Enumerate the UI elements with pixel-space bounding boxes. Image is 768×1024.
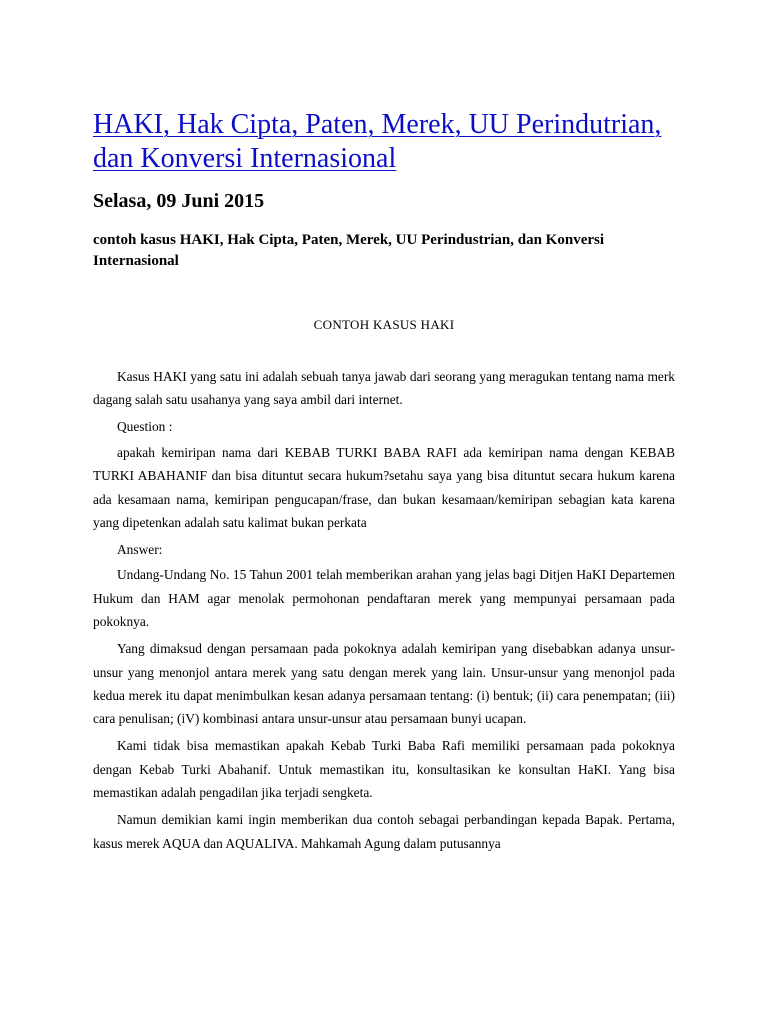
paragraph-question: apakah kemiripan nama dari KEBAB TURKI BABA RAFI ada kemiripan nama dengan KEBAB TURKI ABAHANIF dan bisa dituntut secara hukum?setahu saya yang bisa dituntut secara hukum karena ada kesamaan nama, kemiripan pengucapan/frase, dan bukan kesamaan/kemiripan sebagian kata karena yang dipetenkan adalah satu kalimat bukan perkata — [93, 444, 675, 531]
post-subtitle: contoh kasus HAKI, Hak Cipta, Paten, Merek, UU Perindustrian, dan Konversi Internasional — [93, 232, 605, 269]
post-date: Selasa, 09 Juni 2015 — [93, 190, 265, 212]
paragraph-answer-label: Answer: — [117, 542, 163, 558]
post-body — [93, 365, 675, 859]
section-heading: CONTOH KASUS HAKI — [313, 317, 455, 332]
post-title — [93, 108, 683, 176]
paragraph-assessment: Kami tidak bisa memastikan apakah Kebab Turki Baba Rafi memiliki persamaan pada pokoknya dengan Kebab Turki Abahanif. Untuk memastikan itu, konsultasikan ke konsultan HaKI. Yang bisa memastikan adalah pengadilan jika terjadi sengketa. — [93, 738, 675, 801]
paragraph-definition: Yang dimaksud dengan persamaan pada pokoknya adalah kemiripan yang disebabkan adanya unsur-unsur yang menonjol antara merek yang satu dengan merek yang lain. Unsur-unsur yang menonjol pada kedua merek itu dapat menimbulkan kesan adanya persamaan tentang: (i) bentuk; (ii) cara penempatan; (iii) cara penulisan; (iV) kombinasi antara unsur-unsur atau persamaan bunyi ucapan. — [93, 641, 675, 727]
post-title-link[interactable]: HAKI, Hak Cipta, Paten, Merek, UU Perindutrian, dan Konversi Internasional — [93, 109, 662, 174]
paragraph-examples: Namun demikian kami ingin memberikan dua contoh sebagai perbandingan kepada Bapak. Pertama, kasus merek AQUA dan AQUALIVA. Mahkamah Agung dalam putusannya — [93, 812, 675, 851]
paragraph-answer-law: Undang-Undang No. 15 Tahun 2001 telah memberikan arahan yang jelas bagi Ditjen HaKI Departemen Hukum dan HAM agar menolak permohonan pendaftaran merek yang mempunyai persamaan pada pokoknya. — [93, 567, 675, 630]
paragraph-intro: Kasus HAKI yang satu ini adalah sebuah tanya jawab dari seorang yang meragukan tentang nama merk dagang salah satu usahanya yang saya ambil dari internet. — [93, 369, 675, 408]
paragraph-question-label: Question : — [117, 419, 173, 435]
